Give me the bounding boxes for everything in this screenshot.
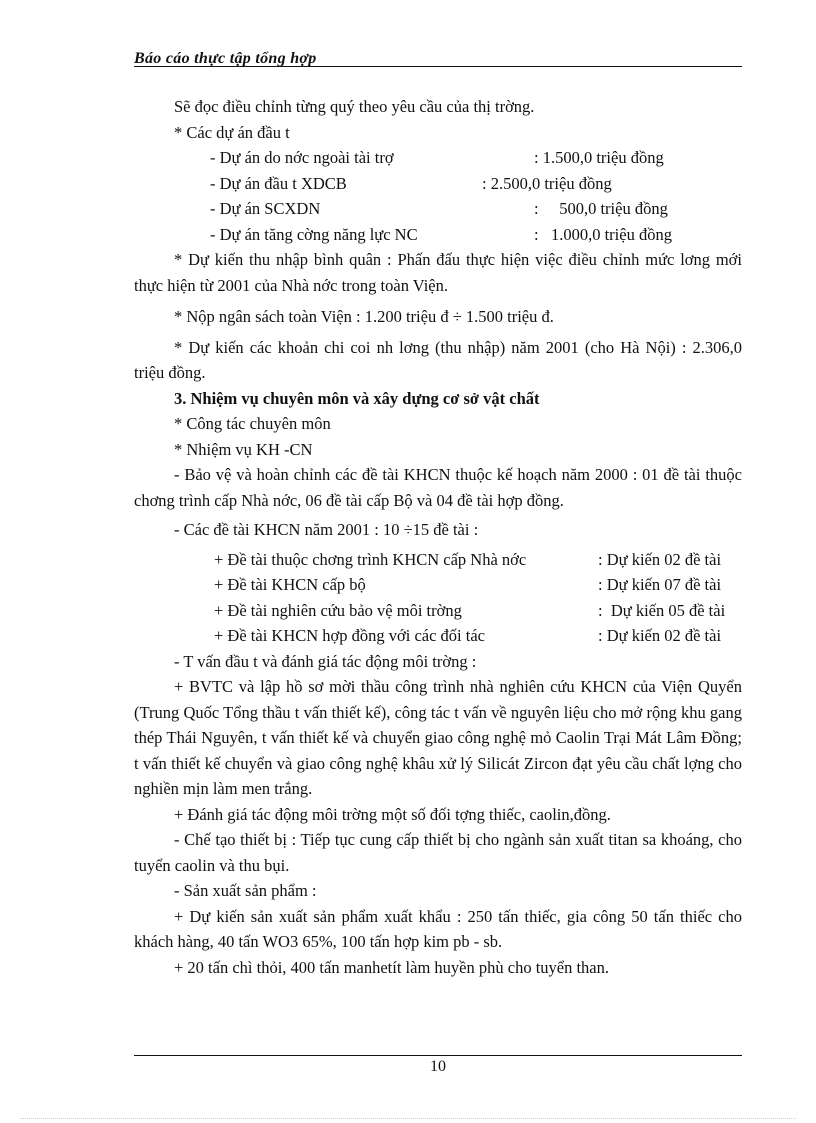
topic-label: + Đề tài thuộc chơng trình KHCN cấp Nhà nớc — [214, 549, 527, 569]
project-value: : 1.500,0 triệu đồng — [534, 148, 664, 167]
budget-paragraph: * Nộp ngân sách toàn Viện : 1.200 triệu đ ÷ 1.500 triệu đ. — [174, 307, 554, 326]
section-heading: 3. Nhiệm vụ chuyên môn và xây dựng cơ sở vật chất — [174, 388, 540, 408]
project-value: : 2.500,0 triệu đồng — [482, 173, 612, 193]
document-body — [134, 94, 742, 980]
equipment-paragraph: - Chế tạo thiết bị : Tiếp tục cung cấp thiết bị cho ngành sản xuất titan sa khoáng, cho tuyển caolin và thu bụi. — [134, 830, 742, 875]
evaluation-paragraph: + Đánh giá tác động môi trờng một số đối tợng thiếc, caolin,đồng. — [174, 804, 611, 824]
consult-title: - T vấn đầu t và đánh giá tác động môi trờng : — [174, 651, 477, 671]
project-value: : 1.000,0 triệu đồng — [534, 224, 672, 244]
project-row — [134, 222, 742, 248]
topic-row — [134, 572, 742, 598]
page-header-title: Báo cáo thực tập tổng hợp — [134, 50, 317, 67]
topic-row — [134, 623, 742, 649]
project-label: - Dự án SCXDN — [210, 199, 321, 218]
page-bottom-border — [20, 1118, 796, 1119]
page-number: 10 — [430, 1058, 446, 1075]
topic-value: : Dự kiến 02 đề tài — [598, 626, 722, 645]
topic-label: + Đề tài KHCN cấp bộ — [214, 575, 366, 594]
topic-label: + Đề tài KHCN hợp đồng với các đối tác — [214, 626, 485, 645]
invest-projects-title: * Các dự án đầu t — [174, 122, 290, 142]
topic-row — [134, 547, 742, 573]
project-label: - Dự án tăng cờng năng lực NC — [210, 224, 418, 244]
footer-divider — [134, 1055, 742, 1056]
project-label: - Dự án đầu t XDCB — [210, 173, 347, 193]
header-divider — [134, 66, 742, 67]
protect-paragraph: - Bảo vệ và hoàn chỉnh các đề tài KHCN thuộc kế hoạch năm 2000 : 01 đề tài thuộc chơng trình cấp Nhà nớc, 06 đề tài cấp Bộ và 04 đề tài hợp đồng. — [134, 465, 742, 510]
paragraph-adjustment: Sẽ đọc điều chỉnh từng quý theo yêu cầu của thị trờng. — [174, 97, 535, 116]
income-paragraph: * Dự kiến thu nhập bình quân : Phấn đấu thực hiện việc điều chỉnh mức lơng mới thực hiện từ 2001 của Nhà nớc trong toàn Viện. — [134, 250, 742, 295]
topic-value: : Dự kiến 05 đề tài — [598, 600, 726, 620]
topic-label: + Đề tài nghiên cứu bảo vệ môi trờng — [214, 600, 462, 620]
project-value: : 500,0 triệu đồng — [534, 199, 668, 218]
topic-value: : Dự kiến 02 đề tài — [598, 549, 722, 569]
expense-paragraph: * Dự kiến các khoản chi coi nh lơng (thu nhập) năm 2001 (cho Hà Nội) : 2.306,0 triệu đồng. — [134, 337, 742, 382]
science-task-title: * Nhiệm vụ KH -CN — [174, 439, 313, 459]
project-row — [134, 171, 742, 197]
project-row — [134, 145, 742, 171]
topic-value: : Dự kiến 07 đề tài — [598, 575, 722, 594]
topics-2001-title: - Các đề tài KHCN năm 2001 : 10 ÷15 đề tài : — [174, 520, 479, 539]
project-label: - Dự án do nớc ngoài tài trợ — [210, 148, 394, 167]
lead-paragraph: + 20 tấn chì thỏi, 400 tấn manhetít làm huyền phù cho tuyển than. — [174, 957, 610, 977]
project-row — [134, 196, 742, 222]
bvtc-paragraph: + BVTC và lập hồ sơ mời thầu công trình nhà nghiên cứu KHCN của Viện Quyển (Trung Quốc Tổng thầu t vấn thiết kế), công tác t vấn về nguyên liệu cho mở rộng khu gang thép Thái Nguyên, t vấn thiết kế và chuyển giao công nghệ mỏ Caolin Trại Mát Lâm Đồng; t vấn thiết kế chuyển và giao công nghệ khâu xử lý Silicát Zircon đạt yêu cầu chất lợng cho nghiền mịn làm men trắng. — [134, 677, 742, 798]
topic-row — [134, 598, 742, 624]
professional-work-title: * Công tác chuyên môn — [174, 414, 331, 433]
production-title: - Sản xuất sản phẩm : — [174, 881, 317, 900]
export-paragraph: + Dự kiến sản xuất sản phẩm xuất khẩu : 250 tấn thiếc, gia công 50 tấn thiếc cho khách hàng, 40 tấn WO3 65%, 100 tấn hợp kim pb - sb. — [134, 906, 742, 951]
